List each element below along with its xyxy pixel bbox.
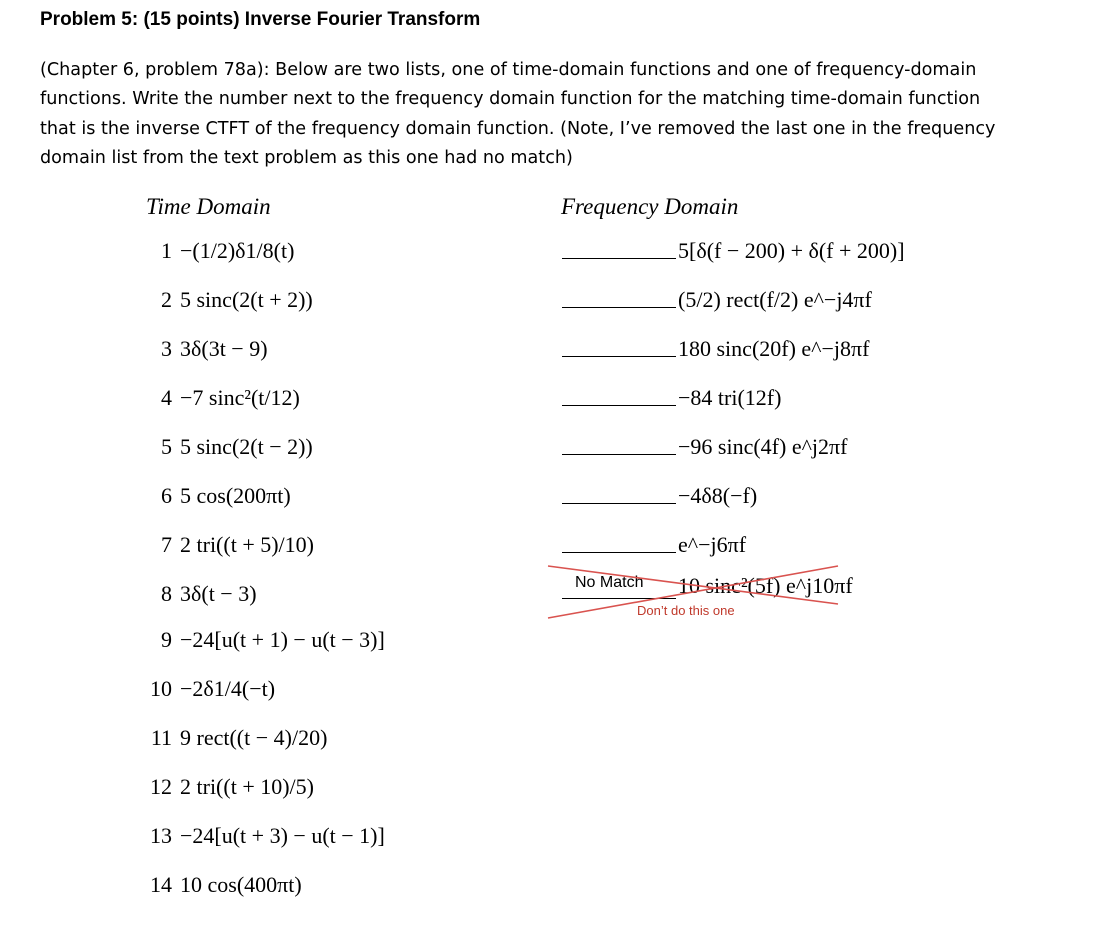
- problem-title: Problem 5: (15 points) Inverse Fourier Transform: [40, 9, 481, 30]
- dont-do-note: Don’t do this one: [637, 603, 735, 618]
- time-item-expr: 3δ(3t − 9): [180, 336, 268, 361]
- freq-item-expr: e^−j6πf: [678, 532, 747, 557]
- instruction-line: that is the inverse CTFT of the frequency domain function. (Note, I’ve removed the last one in the frequency: [40, 118, 996, 139]
- no-match-answer: No Match: [575, 574, 644, 591]
- time-item-number: 12: [150, 774, 172, 799]
- time-item-number: 14: [150, 872, 172, 897]
- time-item-expr: 5 cos(200πt): [180, 483, 291, 508]
- time-item-number: 9: [161, 627, 172, 652]
- time-item-expr: 3δ(t − 3): [180, 581, 257, 606]
- time-item-number: 4: [161, 385, 172, 410]
- time-item-expr: 9 rect((t − 4)/20): [180, 725, 328, 750]
- time-item-number: 6: [161, 483, 172, 508]
- time-item-number: 3: [161, 336, 172, 361]
- freq-item-expr: −96 sinc(4f) e^j2πf: [678, 434, 848, 459]
- time-item-expr: 5 sinc(2(t − 2)): [180, 434, 313, 459]
- time-item-number: 13: [150, 823, 172, 848]
- time-item-expr: 2 tri((t + 5)/10): [180, 532, 314, 557]
- removed-freq-expr: 10 sinc²(5f) e^j10πf: [678, 573, 853, 598]
- time-item-expr: −(1/2)δ1/8(t): [180, 238, 295, 263]
- cross-line: [548, 566, 838, 604]
- time-item-number: 2: [161, 287, 172, 312]
- time-item-number: 11: [150, 725, 172, 750]
- time-item-number: 5: [161, 434, 172, 459]
- time-item-expr: −24[u(t + 3) − u(t − 1)]: [180, 823, 385, 848]
- freq-item-expr: −84 tri(12f): [678, 385, 782, 410]
- time-item-number: 8: [161, 581, 172, 606]
- cross-line: [548, 566, 838, 618]
- freq-item-expr: −4δ8(−f): [678, 483, 758, 508]
- time-item-expr: 2 tri((t + 10)/5): [180, 774, 314, 799]
- time-item-number: 1: [161, 238, 172, 263]
- instruction-line: (Chapter 6, problem 78a): Below are two lists, one of time-domain functions and one of frequency-domain: [40, 60, 977, 80]
- time-item-expr: −7 sinc²(t/12): [180, 385, 300, 410]
- time-item-expr: 5 sinc(2(t + 2)): [180, 287, 313, 312]
- time-item-number: 10: [150, 676, 172, 701]
- freq-item-expr: (5/2) rect(f/2) e^−j4πf: [678, 287, 872, 312]
- freq-item-expr: 180 sinc(20f) e^−j8πf: [678, 336, 870, 361]
- time-item-number: 7: [161, 532, 172, 557]
- time-item-expr: −24[u(t + 1) − u(t − 3)]: [180, 627, 385, 652]
- time-item-expr: 10 cos(400πt): [180, 872, 302, 897]
- freq-item-expr: 5[δ(f − 200) + δ(f + 200)]: [678, 238, 905, 263]
- instruction-line: domain list from the text problem as this one had no match): [40, 147, 573, 168]
- frequency-domain-header: Frequency Domain: [561, 194, 739, 219]
- time-item-expr: −2δ1/4(−t): [180, 676, 276, 701]
- time-domain-header: Time Domain: [146, 194, 271, 219]
- instruction-line: functions. Write the number next to the frequency domain function for the matching time-domain function: [40, 89, 981, 110]
